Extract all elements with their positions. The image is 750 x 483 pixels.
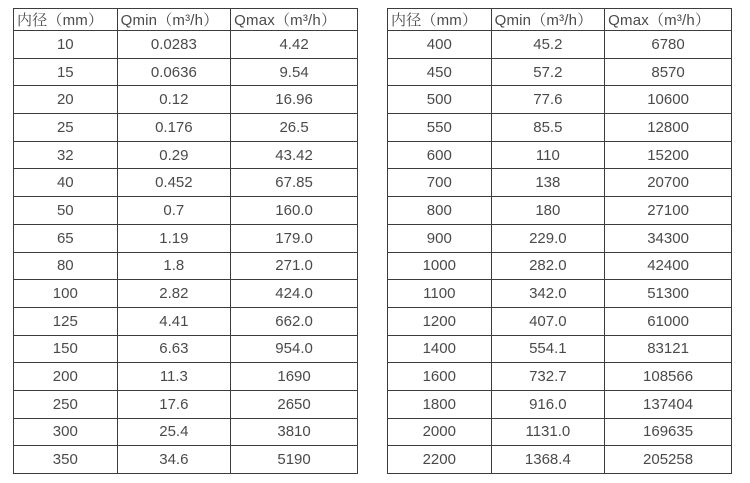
table-row (14, 31, 358, 59)
table-row (388, 58, 732, 86)
table-cell: 180 (491, 197, 605, 225)
table-row (388, 141, 732, 169)
table-row (388, 446, 732, 474)
table-cell: 0.0283 (117, 31, 231, 59)
table-cell: 916.0 (491, 390, 605, 418)
table-cell: 2.82 (117, 280, 231, 308)
table-cell: 43.42 (231, 141, 358, 169)
table-row (388, 418, 732, 446)
table-cell: 25.4 (117, 418, 231, 446)
table-row (388, 86, 732, 114)
table-row (388, 307, 732, 335)
table-cell: 4.42 (231, 31, 358, 59)
table-cell: 600 (388, 141, 492, 169)
table-cell: 34.6 (117, 446, 231, 474)
table-cell: 0.7 (117, 197, 231, 225)
table-row (14, 197, 358, 225)
table-cell: 1131.0 (491, 418, 605, 446)
table-cell: 45.2 (491, 31, 605, 59)
table-cell: 900 (388, 224, 492, 252)
table-cell: 250 (14, 390, 118, 418)
table-cell: 10600 (605, 86, 732, 114)
table-cell: 1600 (388, 363, 492, 391)
table-row (388, 31, 732, 59)
table-cell: 67.85 (231, 169, 358, 197)
table-row (14, 224, 358, 252)
table-cell: 4.41 (117, 307, 231, 335)
table-cell: 100 (14, 280, 118, 308)
table-cell: 1100 (388, 280, 492, 308)
header-cell: Qmax（m³/h） (605, 9, 732, 31)
table-row (14, 363, 358, 391)
table-cell: 271.0 (231, 252, 358, 280)
table-cell: 83121 (605, 335, 732, 363)
table-cell: 8570 (605, 58, 732, 86)
table-cell: 300 (14, 418, 118, 446)
table-cell: 350 (14, 446, 118, 474)
table-cell: 138 (491, 169, 605, 197)
table-cell: 1690 (231, 363, 358, 391)
table-cell: 0.29 (117, 141, 231, 169)
table-cell: 2200 (388, 446, 492, 474)
table-cell: 108566 (605, 363, 732, 391)
table-cell: 27100 (605, 197, 732, 225)
table-cell: 34300 (605, 224, 732, 252)
table-cell: 342.0 (491, 280, 605, 308)
table-cell: 179.0 (231, 224, 358, 252)
table-cell: 800 (388, 197, 492, 225)
table-row (14, 86, 358, 114)
table-cell: 1200 (388, 307, 492, 335)
table-cell: 16.96 (231, 86, 358, 114)
table-cell: 1368.4 (491, 446, 605, 474)
table-cell: 51300 (605, 280, 732, 308)
table-cell: 5190 (231, 446, 358, 474)
table-cell: 6.63 (117, 335, 231, 363)
flow-table-large-diameters (387, 8, 732, 474)
table-row (388, 169, 732, 197)
table-cell: 150 (14, 335, 118, 363)
table-cell: 6780 (605, 31, 732, 59)
table-cell: 9.54 (231, 58, 358, 86)
table-cell: 11.3 (117, 363, 231, 391)
table-cell: 12800 (605, 114, 732, 142)
table-cell: 1000 (388, 252, 492, 280)
table-row (14, 141, 358, 169)
table-cell: 50 (14, 197, 118, 225)
table-cell: 61000 (605, 307, 732, 335)
table-cell: 15200 (605, 141, 732, 169)
table-row (14, 280, 358, 308)
table-cell: 554.1 (491, 335, 605, 363)
table-cell: 169635 (605, 418, 732, 446)
header-row (14, 9, 358, 31)
table-cell: 1.19 (117, 224, 231, 252)
table-cell: 85.5 (491, 114, 605, 142)
table-row (14, 390, 358, 418)
header-cell: 内径（mm） (14, 9, 118, 31)
table-cell: 20 (14, 86, 118, 114)
header-cell: Qmin（m³/h） (117, 9, 231, 31)
table-cell: 400 (388, 31, 492, 59)
table-cell: 10 (14, 31, 118, 59)
table-row (14, 446, 358, 474)
table-cell: 662.0 (231, 307, 358, 335)
table-row (14, 418, 358, 446)
table-cell: 1800 (388, 390, 492, 418)
table-cell: 26.5 (231, 114, 358, 142)
table-cell: 424.0 (231, 280, 358, 308)
table-row (388, 114, 732, 142)
table-cell: 450 (388, 58, 492, 86)
table-cell: 2650 (231, 390, 358, 418)
table-cell: 65 (14, 224, 118, 252)
table-cell: 205258 (605, 446, 732, 474)
table-row (388, 197, 732, 225)
table-cell: 42400 (605, 252, 732, 280)
table-cell: 80 (14, 252, 118, 280)
table-row (388, 224, 732, 252)
table-cell: 3810 (231, 418, 358, 446)
table-cell: 1.8 (117, 252, 231, 280)
table-cell: 500 (388, 86, 492, 114)
table-cell: 77.6 (491, 86, 605, 114)
table-cell: 732.7 (491, 363, 605, 391)
header-cell: Qmin（m³/h） (491, 9, 605, 31)
table-cell: 57.2 (491, 58, 605, 86)
table-cell: 137404 (605, 390, 732, 418)
table-row (14, 307, 358, 335)
table-cell: 110 (491, 141, 605, 169)
table-cell: 17.6 (117, 390, 231, 418)
table-row (14, 58, 358, 86)
table-row (388, 363, 732, 391)
table-cell: 700 (388, 169, 492, 197)
table-cell: 0.12 (117, 86, 231, 114)
table-row (388, 335, 732, 363)
header-cell: Qmax（m³/h） (231, 9, 358, 31)
table-cell: 0.452 (117, 169, 231, 197)
table-cell: 40 (14, 169, 118, 197)
table-cell: 954.0 (231, 335, 358, 363)
table-cell: 15 (14, 58, 118, 86)
table-row (14, 114, 358, 142)
table-cell: 407.0 (491, 307, 605, 335)
table-cell: 0.0636 (117, 58, 231, 86)
table-cell: 25 (14, 114, 118, 142)
tables-container (13, 8, 732, 474)
table-row (388, 390, 732, 418)
table-cell: 20700 (605, 169, 732, 197)
table-cell: 2000 (388, 418, 492, 446)
table-row (388, 280, 732, 308)
table-row (388, 252, 732, 280)
table-row (14, 169, 358, 197)
header-row (388, 9, 732, 31)
table-cell: 160.0 (231, 197, 358, 225)
table-cell: 229.0 (491, 224, 605, 252)
table-row (14, 335, 358, 363)
header-cell: 内径（mm） (388, 9, 492, 31)
table-row (14, 252, 358, 280)
table-cell: 32 (14, 141, 118, 169)
table-cell: 125 (14, 307, 118, 335)
table-cell: 0.176 (117, 114, 231, 142)
table-cell: 282.0 (491, 252, 605, 280)
flow-table-small-diameters (13, 8, 358, 474)
table-cell: 200 (14, 363, 118, 391)
table-cell: 550 (388, 114, 492, 142)
table-cell: 1400 (388, 335, 492, 363)
